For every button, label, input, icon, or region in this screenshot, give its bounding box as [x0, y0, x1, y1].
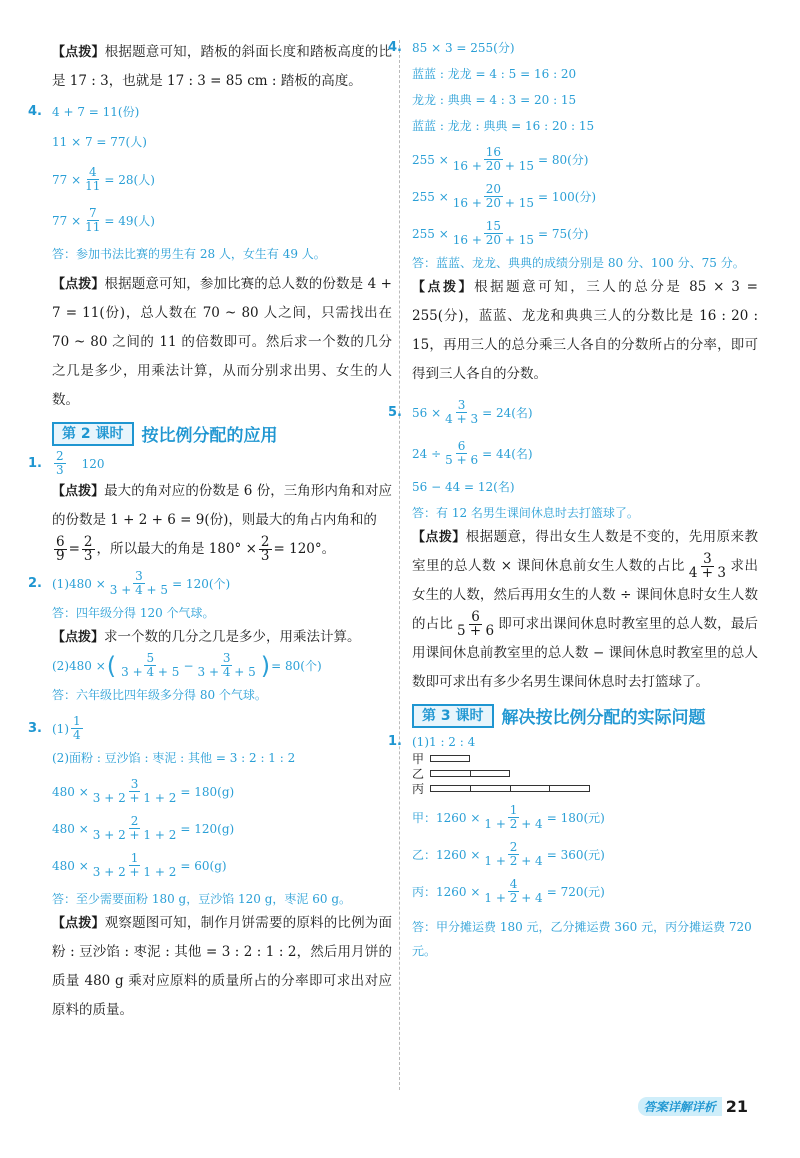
footer-label: 答案详解详析	[638, 1097, 722, 1116]
q2-line1: 2. (1)480 × $\frac{3}{3 + 4 + 5}$ = 120(个)	[28, 569, 231, 597]
bar-label: 丙	[412, 782, 425, 796]
r-q1-line3: 乙：1260 × $\frac{2}{1 + 2 + 4}$ = 360(元)	[412, 840, 605, 868]
bar-segment	[471, 771, 510, 776]
r-q1-line1: 1. (1)1 : 2 : 4	[388, 734, 476, 749]
r-q1-answer: 答：甲分摊运费 180 元，乙分摊运费 360 元，丙分摊运费 720 元。	[412, 920, 752, 958]
bar-bing	[430, 785, 590, 792]
fraction: $\frac{4}{11}$	[85, 165, 101, 193]
bar-segment	[471, 786, 511, 791]
q1-answer: 1. 2 3 120	[28, 449, 105, 477]
r-q5-line2: 24 ÷ $\frac{6}{5 + 6}$ = 44(名)	[412, 439, 533, 467]
q2-line2: (2)480 × ( 5 3 + 4 + 5 − $\frac{3}{3 + 4 + 5}$ ) = 80(个)	[52, 651, 322, 680]
r-q5-answer: 答：有 12 名男生课间休息时去打篮球了。	[412, 506, 639, 520]
tip-paragraph: 【点拨】根据题意可知，踏板的斜面长度和踏板高度的比是 17 : 3，也就是 17 : 3 = 85 cm : 踏板的高度。	[52, 44, 392, 89]
q3-line5: 480 × $\frac{1}{3 + 2 + 1 + 2}$ = 60(g)	[52, 851, 227, 879]
r-q5-tip: 【点拨】根据题意，得出女生人数是不变的，先用原来教室里的总人数 × 课间休息前女生人数的占比 $\frac{3}{4 + 3}$ 求出女生的人数，然后再用女生的人数 ÷ 课间休息时女生人数的占比 $\frac{6}{5 + 6}$ 即可求出课间休息时教室里的总人数，最后用课间休息前教室里的总人数 − 课间休息时教室里的总人数即可求出有多少名男生课间休息时去打篮球了。	[412, 529, 759, 690]
q3-answer: 答：至少需要面粉 180 g，豆沙馅 120 g，枣泥 60 g。	[52, 892, 352, 906]
bar-segment	[431, 756, 469, 761]
r-q4-answer: 答：蓝蓝、龙龙、典典的成绩分别是 80 分、100 分、75 分。	[412, 256, 745, 270]
q4-answer: 答：参加书法比赛的男生有 28 人，女生有 49 人。	[52, 247, 326, 261]
q1-tip: 【点拨】最大的角对应的份数是 6 份，三角形内角和对应的份数是 1 + 2 + 6 = 9(份)，则最大的角占内角和的 $\frac{6}{9}$ = $\frac{2}{3}$ ，所以最大的角是 180° × $\frac{2}{3}$ = 120°。	[52, 483, 392, 564]
bar-segment	[431, 771, 471, 776]
q3-line2: (2)面粉 : 豆沙馅 : 枣泥 : 其他 = 3 : 2 : 1 : 2	[52, 751, 296, 765]
right-column	[388, 38, 759, 963]
q2-answer2: 答：六年级比四年级多分得 80 个气球。	[52, 688, 267, 702]
r-q1-line4: 丙：1260 × $\frac{4}{1 + 2 + 4}$ = 720(元)	[412, 877, 605, 905]
q3-line1: 3. (1) 1 4	[28, 714, 81, 742]
bar-segment	[511, 786, 551, 791]
tip-label: 【点拨】	[52, 45, 105, 60]
bar-yi	[430, 770, 510, 777]
q2-answer1: 答：四年级分得 120 个气球。	[52, 606, 215, 620]
page-number: 21	[725, 1097, 748, 1116]
section-header-2: 第 2 课时 按比例分配的应用	[52, 421, 392, 446]
left-column	[28, 38, 392, 1025]
r-q4-line5: 255 × $\frac{16}{16 + 20 + 15}$ = 80(分)	[412, 145, 589, 173]
q3-tip: 【点拨】观察题图可知，制作月饼需要的原料的比例为面粉 : 豆沙馅 : 枣泥 : 其他 = 3 : 2 : 1 : 2，然后用月饼的质量 480 g 乘对应原料的质量所占的分率即可求出对应原料的质量。	[52, 915, 392, 1018]
fraction: $\frac{7}{11}$	[85, 206, 101, 234]
q4-line4: 77 × $\frac{7}{11}$ = 49(人)	[52, 206, 155, 234]
page-footer	[638, 1097, 748, 1116]
q3-line3: 480 × $\frac{3}{3 + 2 + 1 + 2}$ = 180(g)	[52, 777, 235, 805]
r-q5-line1: 5. 56 × $\frac{3}{4 + 3}$ = 24(名)	[388, 398, 533, 426]
bar-segment	[431, 786, 471, 791]
r-q4-line1: 4. 85 × 3 = 255(分)	[388, 40, 515, 55]
r-q4-line7: 255 × $\frac{15}{16 + 20 + 15}$ = 75(分)	[412, 219, 589, 247]
r-q1-line2: 甲：1260 × $\frac{1}{1 + 2 + 4}$ = 180(元)	[412, 803, 605, 831]
q4-tip: 【点拨】根据题意可知，参加比赛的总人数的份数是 4 + 7 = 11(份)，总人数在 70 ~ 80 人之间，只需找出在 70 ~ 80 之间的 11 的倍数即可。然后求一个数的几分之几是多少，用乘法计算，从而分别求出男、女生的人数。	[52, 276, 392, 408]
bar-label: 乙	[412, 767, 425, 781]
r-q4-line3: 龙龙 : 典典 = 4 : 3 = 20 : 15	[412, 93, 577, 107]
column-divider	[399, 40, 400, 1090]
bar-jia	[430, 755, 470, 762]
q4-line3: 77 × $\frac{4}{11}$ = 28(人)	[52, 165, 155, 193]
bar-label: 甲	[412, 752, 425, 766]
r-q4-line6: 255 × $\frac{20}{16 + 20 + 15}$ = 100(分)	[412, 182, 597, 210]
bar-segment	[550, 786, 589, 791]
q4-line2: 11 × 7 = 77(人)	[52, 135, 147, 149]
r-q4-line4: 蓝蓝 : 龙龙 : 典典 = 16 : 20 : 15	[412, 119, 595, 133]
q2-tip: 【点拨】求一个数的几分之几是多少，用乘法计算。	[52, 629, 361, 645]
r-q4-tip: 【点拨】根据题意可知，三人的总分是 85 × 3 = 255(分)，蓝蓝、龙龙和典典三人的分数比是 16 : 20 : 15，再用三人的总分乘三人各自的分数所占的分率，即可得到三人各自的分数。	[412, 279, 758, 382]
r-q4-line2: 蓝蓝 : 龙龙 = 4 : 5 = 16 : 20	[412, 67, 577, 81]
r-q5-line3: 56 − 44 = 12(名)	[412, 480, 515, 494]
ratio-bar-diagram	[412, 752, 582, 798]
section-header-3: 第 3 课时 解决按比例分配的实际问题	[412, 703, 758, 728]
q3-line4: 480 × $\frac{2}{3 + 2 + 1 + 2}$ = 120(g)	[52, 814, 235, 842]
fraction: 2 3	[56, 449, 64, 477]
q4-line1: 4. 4 + 7 = 11(份)	[28, 104, 140, 119]
